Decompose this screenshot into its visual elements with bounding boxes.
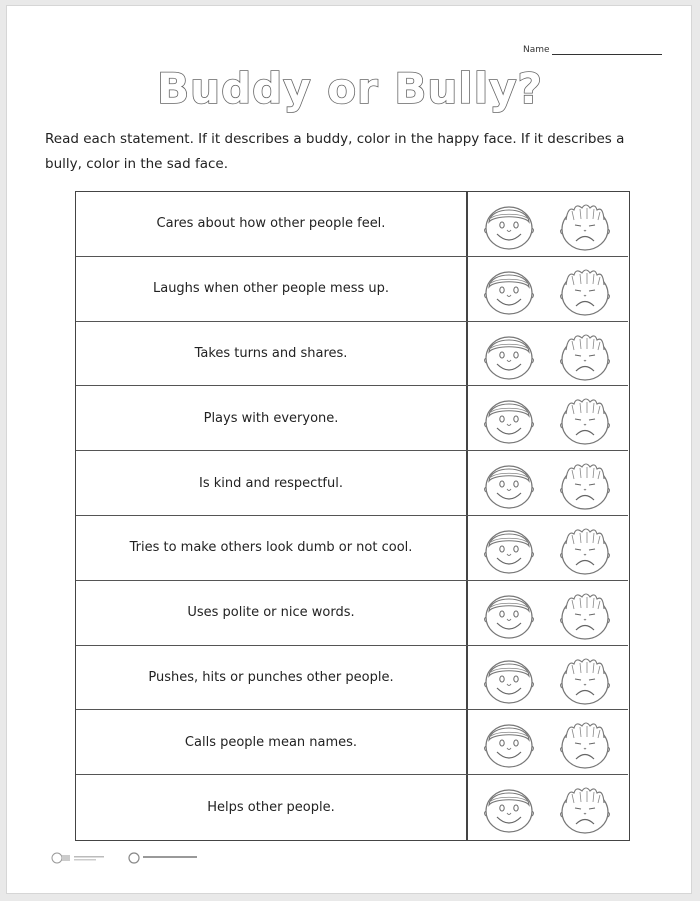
happy-face-icon[interactable] — [480, 781, 538, 835]
face-choices — [468, 322, 628, 386]
footer-logos — [51, 851, 199, 865]
happy-face-icon[interactable] — [480, 263, 538, 317]
statement-row — [76, 775, 628, 840]
statement-row — [76, 581, 628, 646]
face-choices — [468, 581, 628, 645]
name-line — [523, 45, 662, 55]
happy-face-icon[interactable] — [480, 392, 538, 446]
name-blank[interactable] — [552, 53, 662, 55]
statement-text: Tries to make others look dumb or not cool. — [129, 540, 413, 556]
publisher-logo — [51, 851, 106, 865]
sad-face-icon[interactable] — [556, 716, 614, 770]
statement-row — [76, 710, 628, 775]
instructions-text: Read each statement. If it describes a buddy, color in the happy face. If it describes a bully, color in the sad face. — [45, 131, 625, 172]
face-choices — [468, 775, 628, 840]
sad-face-icon[interactable] — [556, 328, 614, 382]
happy-face-icon[interactable] — [480, 587, 538, 641]
sad-face-icon[interactable] — [556, 652, 614, 706]
statement-text: Takes turns and shares. — [194, 345, 348, 361]
face-choices — [468, 192, 628, 256]
happy-face-icon[interactable] — [480, 328, 538, 382]
face-choices — [468, 710, 628, 774]
face-choices — [468, 386, 628, 450]
name-label: Name — [523, 45, 550, 55]
face-choices — [468, 646, 628, 710]
sad-face-icon[interactable] — [556, 263, 614, 317]
statement-text: Pushes, hits or punches other people. — [148, 669, 394, 685]
happy-face-icon[interactable] — [480, 716, 538, 770]
sad-face-icon[interactable] — [556, 457, 614, 511]
statement-row — [76, 192, 628, 257]
happy-face-icon[interactable] — [480, 198, 538, 252]
sad-face-icon[interactable] — [556, 781, 614, 835]
sad-face-icon[interactable] — [556, 392, 614, 446]
happy-face-icon[interactable] — [480, 652, 538, 706]
statement-text: Calls people mean names. — [184, 734, 358, 750]
statement-row — [76, 516, 628, 581]
statement-row — [76, 322, 628, 387]
statement-text: Uses polite or nice words. — [187, 605, 355, 621]
face-choices — [468, 257, 628, 321]
sad-face-icon[interactable] — [556, 198, 614, 252]
statement-row — [76, 257, 628, 322]
happy-face-icon[interactable] — [480, 457, 538, 511]
sad-face-icon[interactable] — [556, 587, 614, 641]
face-choices — [468, 516, 628, 580]
statement-row — [76, 646, 628, 711]
sad-face-icon[interactable] — [556, 522, 614, 576]
statement-row — [76, 386, 628, 451]
statement-text: Is kind and respectful. — [199, 475, 343, 491]
worksheet-page — [6, 5, 692, 894]
happy-face-icon[interactable] — [480, 522, 538, 576]
teachers-logo — [128, 852, 199, 864]
page-title: Buddy or Bully? — [157, 64, 543, 113]
face-choices — [468, 451, 628, 515]
statement-text: Plays with everyone. — [203, 410, 339, 426]
statement-text: Cares about how other people feel. — [156, 216, 386, 232]
statement-text: Laughs when other people mess up. — [152, 281, 389, 297]
statement-row — [76, 451, 628, 516]
statement-text: Helps other people. — [207, 800, 335, 816]
statement-table — [75, 191, 630, 841]
